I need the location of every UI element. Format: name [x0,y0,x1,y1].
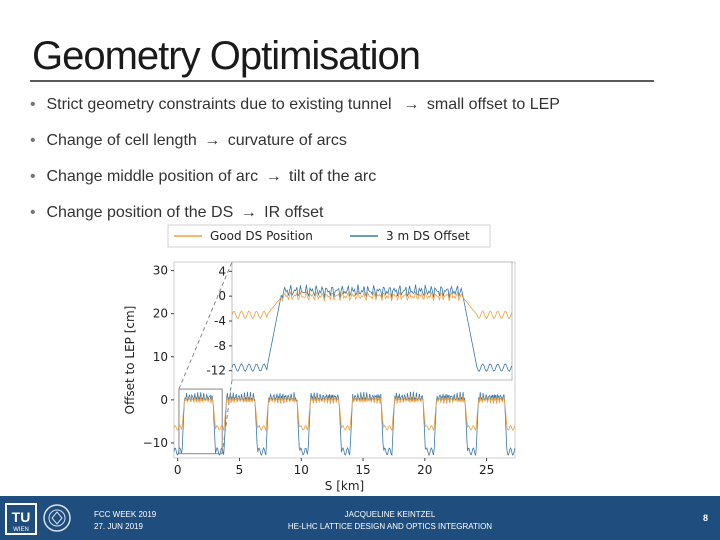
x-tick-label: 10 [293,463,309,477]
x-axis-label: S [km] [324,479,365,492]
slide-title: Geometry Optimisation [32,34,421,78]
y-tick-label: 30 [152,263,168,278]
y-tick-label: 0 [160,392,168,407]
bullet-text: Change middle position of arc [46,168,259,185]
bullet-text: Change position of the DS [46,204,234,221]
inset-y-tick-label: -12 [206,363,226,378]
inset-y-tick-label: 4 [218,264,226,279]
title-divider [30,80,654,82]
legend-label: Good DS Position [210,229,313,243]
bullet-text: Strict geometry constraints due to existing tunnel [46,96,392,113]
footer-bar [0,496,720,540]
footer-author-info [250,509,530,533]
university-seal-icon [42,503,72,533]
bullet-dot-icon: • [30,204,36,221]
bullet-item [30,128,560,164]
bullet-item [30,164,560,200]
footer-author: JACQUELINE KEINTZEL [344,510,436,519]
bullet-item [30,92,560,128]
footer-event: FCC WEEK 2019 [94,510,157,519]
y-tick-label: −10 [142,435,168,450]
page-number: 8 [702,513,708,523]
footer-date: 27. JUN 2019 [94,522,143,531]
bullet-result: IR offset [264,204,324,221]
bullet-list [30,92,560,236]
inset-y-tick-label: 0 [218,289,226,304]
legend-label: 3 m DS Offset [386,229,470,243]
x-tick-label: 0 [173,463,182,477]
x-tick-label: 20 [417,463,433,477]
footer-subtitle: HE-LHC LATTICE DESIGN AND OPTICS INTEGRATION [287,522,493,531]
arrow-right-icon: → [240,204,257,221]
arrow-right-icon: → [265,168,282,185]
y-axis-label: Offset to LEP [cm] [123,305,137,415]
x-tick-label: 25 [478,463,495,477]
bullet-result: small offset to LEP [426,96,560,113]
inset-panel [232,262,512,380]
bullet-dot-icon: • [30,96,36,113]
bullet-text: Change of cell length [46,132,197,149]
bullet-result: curvature of arcs [227,132,347,149]
bullet-dot-icon: • [30,168,36,185]
bullet-result: tilt of the arc [289,168,377,185]
logo-subtext: WIEN [13,527,29,533]
logo-text: TU [11,509,31,525]
inset-y-tick-label: -4 [214,314,226,328]
tu-wien-logo [5,503,37,535]
y-tick-label: 10 [152,349,168,364]
x-tick-label: 5 [235,463,244,477]
y-tick-label: 20 [152,306,168,321]
offset-chart [118,222,518,492]
footer-event-info [94,509,156,533]
x-tick-label: 15 [355,463,371,477]
bullet-dot-icon: • [30,132,36,149]
arrow-right-icon: → [204,132,221,149]
arrow-right-icon: → [398,96,420,113]
inset-y-tick-label: -8 [214,338,226,353]
